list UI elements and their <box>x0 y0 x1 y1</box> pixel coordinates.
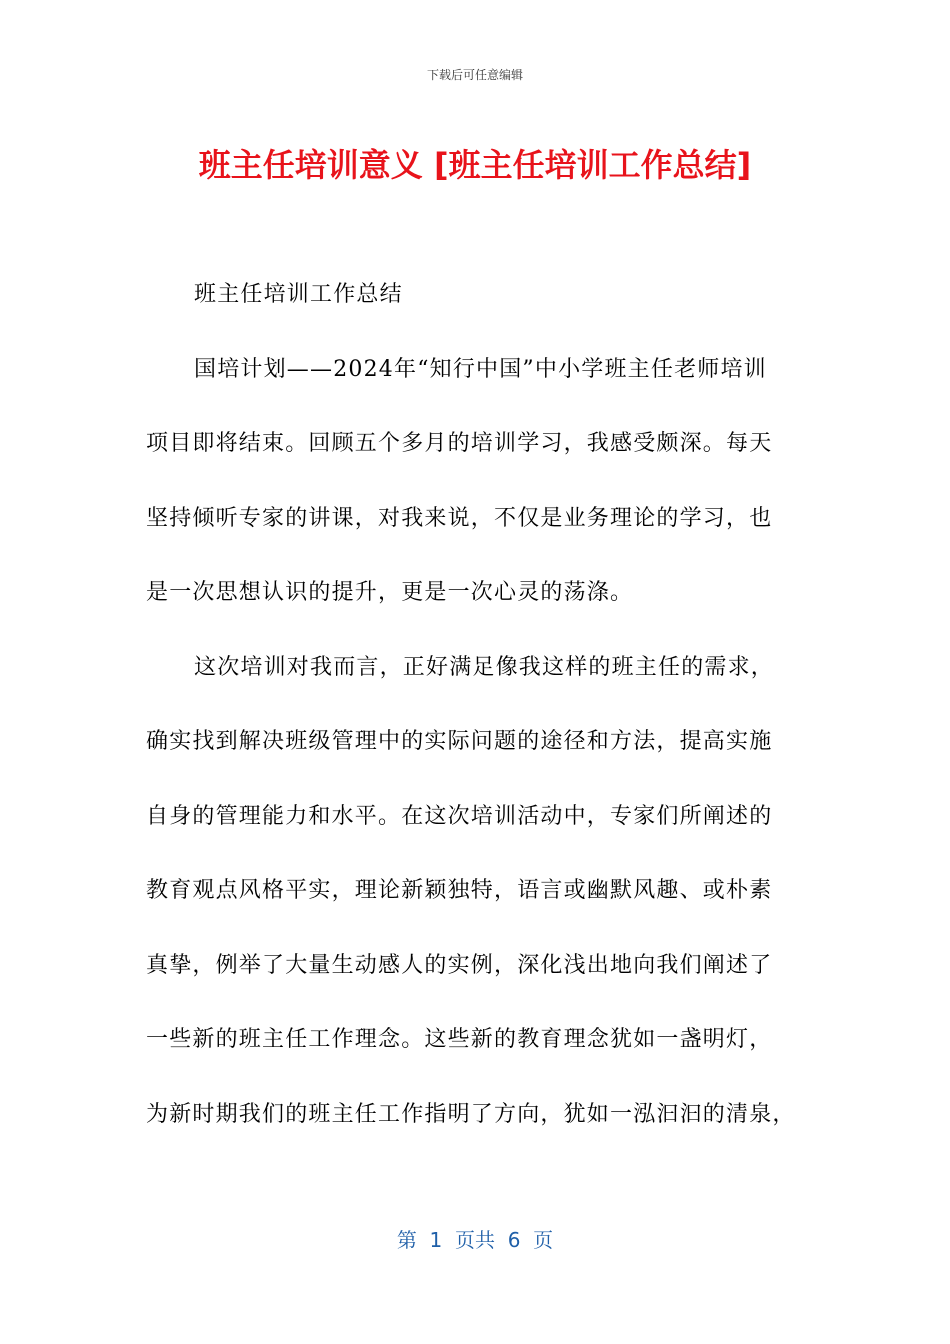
paragraph-line: 真挚，例举了大量生动感人的实例，深化浅出地向我们阐述了 <box>146 952 773 978</box>
paragraph-line: 自身的管理能力和水平。在这次培训活动中，专家们所阐述的 <box>146 803 773 829</box>
paragraph-line: 是一次思想认识的提升，更是一次心灵的荡涤。 <box>146 580 634 605</box>
section-heading: 班主任培训工作总结 <box>194 282 403 307</box>
paragraph-line: 这次培训对我而言，正好满足像我这样的班主任的需求， <box>194 654 775 680</box>
document-body <box>146 270 806 1164</box>
paragraph-line: 国培计划——2024年“知行中国”中小学班主任老师培训 <box>194 356 767 382</box>
document-title: 班主任培训意义 [班主任培训工作总结] <box>198 146 752 184</box>
page-number: 第 1 页共 6 页 <box>396 1228 554 1252</box>
paragraph-line: 教育观点风格平实，理论新颖独特，语言或幽默风趣、或朴素 <box>146 878 773 903</box>
paragraph-line: 一些新的班主任工作理念。这些新的教育理念犹如一盏明灯， <box>146 1027 773 1052</box>
paragraph-line: 项目即将结束。回顾五个多月的培训学习，我感受颇深。每天 <box>146 431 773 456</box>
paragraph-line: 为新时期我们的班主任工作指明了方向，犹如一泓汩汩的清泉， <box>146 1101 796 1127</box>
paragraph-line: 坚持倾听专家的讲课，对我来说，不仅是业务理论的学习，也 <box>146 505 773 531</box>
header-note: 下载后可任意编辑 <box>426 68 523 82</box>
paragraph-line: 确实找到解决班级管理中的实际问题的途径和方法，提高实施 <box>146 729 773 754</box>
